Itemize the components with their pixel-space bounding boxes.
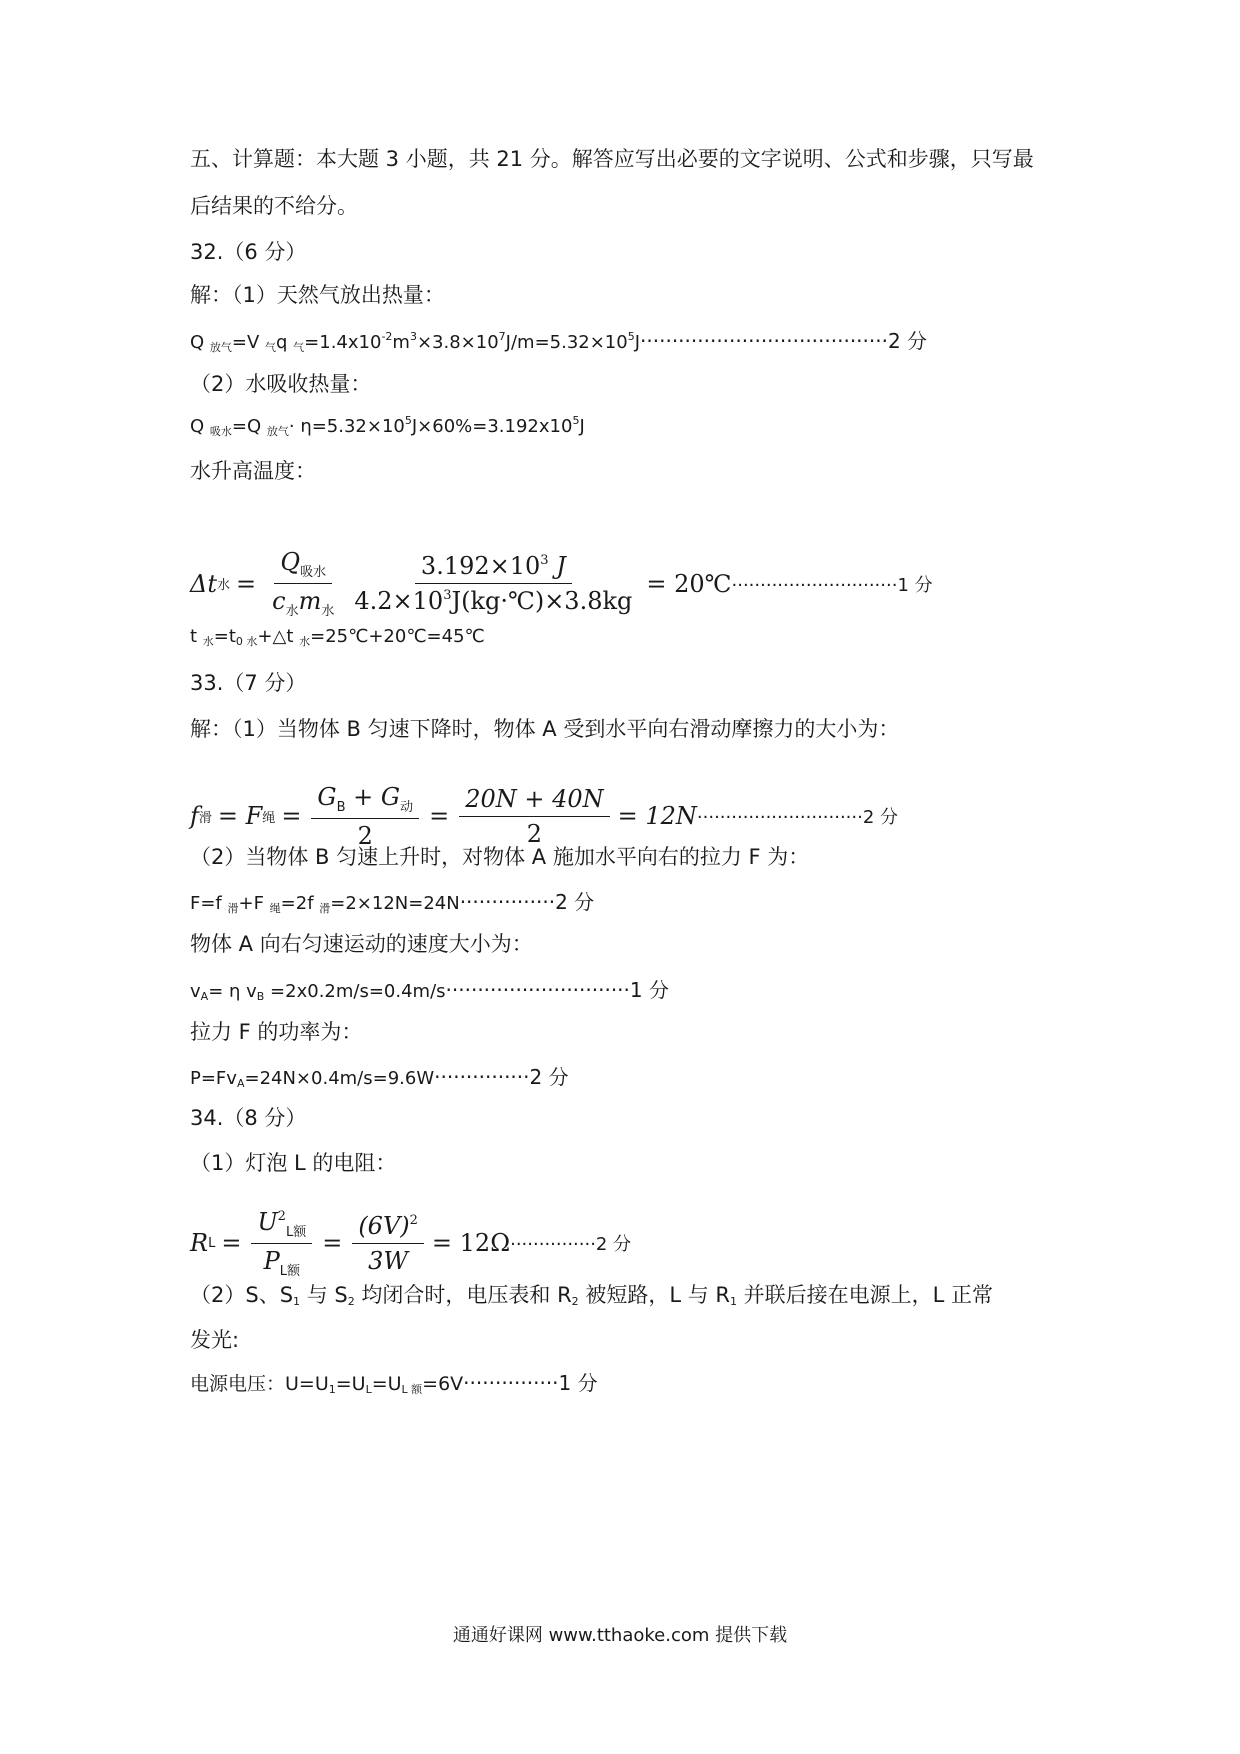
denominator: [348, 584, 638, 615]
text: Q: [190, 332, 210, 353]
q34-part1-label: （1）灯泡 L 的电阻：: [190, 1151, 397, 1175]
math-text: m: [298, 587, 322, 615]
subscript: 放气: [209, 341, 232, 354]
math-text: c: [272, 587, 286, 615]
subscript: 滑: [319, 902, 331, 915]
math-text: 3.192×10: [420, 552, 541, 580]
subscript: B: [336, 799, 346, 815]
text: =Q: [231, 416, 267, 437]
text: =6V: [422, 1373, 464, 1395]
subscript: 吸水: [300, 565, 327, 580]
text: =1.4x10: [304, 332, 382, 353]
superscript: 3: [540, 553, 549, 568]
q32-part1-label: 解：（1）天然气放出热量：: [190, 283, 445, 307]
superscript: 3: [409, 330, 417, 343]
text: t: [190, 626, 203, 647]
fraction: [459, 785, 609, 848]
q32-eq-heat-absorbed: [190, 414, 585, 439]
text: =U: [335, 1373, 366, 1395]
text: 被短路，L 与 R: [578, 1283, 730, 1307]
section-heading-line-1: 五、计算题：本大题 3 小题，共 21 分。解答应写出必要的文字说明、公式和步骤，只写最: [190, 147, 1034, 171]
subscript: 1: [730, 1295, 737, 1308]
math-text: = 12N: [617, 802, 697, 830]
text: ×3.8×10: [416, 332, 499, 353]
subscript: 滑: [198, 810, 212, 826]
math-text: P: [263, 1246, 280, 1275]
q32-temperature-formula: [190, 548, 933, 619]
math-text: G: [317, 782, 337, 811]
page-footer: 通通好课网 www.tthaoke.com 提供下载: [452, 1625, 788, 1646]
q33-power-label: 拉力 F 的功率为：: [190, 1020, 363, 1044]
score-marker: ···············2 分: [434, 1065, 569, 1089]
math-text: + G: [345, 782, 401, 811]
math-text: R: [190, 1229, 209, 1257]
subscript: 动: [400, 799, 414, 815]
section-heading-line-2: 后结果的不给分。: [190, 194, 358, 218]
subscript: L: [365, 1383, 372, 1396]
numerator: [311, 783, 419, 819]
text: J/m=5.32×10: [505, 332, 628, 353]
text: m: [392, 332, 410, 353]
text: =24N×0.4m/s=9.6W: [244, 1068, 435, 1089]
subscript: 2: [347, 1295, 355, 1308]
q34-resistance-formula: [190, 1203, 631, 1283]
fraction: [251, 1208, 312, 1279]
subscript: A: [200, 990, 209, 1003]
q32-temp-rise-label: 水升高温度：: [190, 459, 316, 483]
equals-sign: =: [322, 1229, 343, 1257]
q32-part2-label: （2）水吸收热量：: [190, 372, 372, 396]
q33-header: 33.（7 分）: [190, 671, 307, 695]
fraction: [348, 552, 638, 615]
text: +△t: [257, 626, 300, 647]
denominator: [266, 584, 340, 619]
superscript: 2: [277, 1208, 286, 1224]
superscript: 2: [409, 1212, 418, 1228]
q34-eq-source-voltage: [190, 1367, 598, 1397]
subscript: 0 水: [235, 635, 258, 648]
q34-header: 34.（8 分）: [190, 1106, 307, 1130]
score-marker: ·······································2 分: [640, 329, 928, 353]
text: Q: [190, 416, 210, 437]
text: =V: [231, 332, 266, 353]
fraction: [266, 548, 340, 619]
subscript: L 额: [401, 1383, 423, 1396]
fraction: [352, 1212, 424, 1275]
q33-eq-force: [190, 886, 594, 916]
math-text: 4.2×10: [354, 587, 444, 615]
q33-part2-label: （2）当物体 B 匀速上升时，对物体 A 施加水平向右的拉力 F 为：: [190, 845, 810, 869]
q34-part2-line-1: [190, 1279, 993, 1309]
subscript: 1: [328, 1383, 336, 1396]
subscript: B: [256, 990, 265, 1003]
math-text: = F: [217, 802, 263, 830]
math-text: U: [257, 1207, 278, 1236]
subscript: 2: [571, 1295, 579, 1308]
subscript: 绳: [262, 810, 276, 826]
q32-eq-final-temp: [190, 626, 485, 649]
q33-part1-label: 解：（1）当物体 B 匀速下降时，物体 A 受到水平向右滑动摩擦力的大小为：: [190, 717, 900, 741]
text: F=f: [190, 893, 228, 914]
q33-eq-velocity: [190, 974, 669, 1003]
text: =2×12N=24N: [330, 893, 460, 914]
text: =2f: [280, 893, 320, 914]
equals-sign: =: [221, 1229, 242, 1257]
math-text: f: [190, 802, 199, 830]
subscript: L额: [285, 1224, 307, 1240]
superscript: -2: [381, 330, 393, 343]
text: J×60%=3.192x10: [411, 416, 573, 437]
score-marker: ···············2 分: [459, 890, 595, 914]
q34-part2-line-2: 发光:: [190, 1328, 240, 1352]
subscript: 水: [299, 635, 311, 648]
subscript: L: [208, 1235, 216, 1251]
superscript: 5: [572, 414, 580, 427]
subscript: L额: [279, 1263, 301, 1279]
text: 并联后接在电源上，L 正常: [737, 1283, 994, 1307]
math-text: Q: [280, 548, 301, 576]
denominator: 2: [526, 819, 543, 848]
text: =t: [213, 626, 236, 647]
text: J: [634, 332, 641, 353]
text: J: [579, 416, 585, 437]
text: 均闭合时，电压表和 R: [354, 1283, 572, 1307]
numerator: [251, 1208, 312, 1244]
subscript: 水: [202, 635, 214, 648]
text: v: [190, 981, 201, 1002]
math-text: Δt: [190, 569, 217, 598]
q32-eq-heat-released: [190, 325, 927, 355]
equals-sign: =: [429, 802, 450, 830]
text: P=Fv: [190, 1068, 237, 1089]
fraction: [311, 783, 419, 850]
numerator: [352, 1212, 424, 1244]
text: =2x0.2m/s=0.4m/s: [264, 981, 446, 1002]
subscript: 绳: [269, 902, 281, 915]
subscript: 气: [293, 341, 305, 354]
text: =25℃+20℃=45℃: [310, 626, 485, 647]
numerator: [274, 548, 332, 584]
math-text: J(kg·℃)×3.8kg: [451, 587, 633, 615]
text: （2）S、S: [190, 1283, 294, 1307]
numerator: 20N + 40N: [459, 785, 609, 817]
math-text: (6V): [358, 1211, 410, 1240]
text: 与 S: [300, 1283, 348, 1307]
text: =U: [371, 1373, 402, 1395]
subscript: 放气: [266, 425, 289, 438]
subscript: 水: [285, 604, 299, 619]
subscript: 滑: [227, 902, 239, 915]
subscript: 气: [265, 341, 277, 354]
superscript: 5: [404, 414, 412, 427]
denominator: 2: [357, 821, 373, 850]
superscript: 3: [443, 588, 452, 603]
text: q: [276, 332, 294, 353]
subscript: A: [236, 1077, 245, 1090]
numerator: [415, 552, 572, 584]
text: = η v: [208, 981, 257, 1002]
equals-sign: =: [236, 569, 257, 598]
denominator: 3W: [368, 1246, 409, 1275]
text: · η=5.32×10: [288, 416, 405, 437]
superscript: 5: [627, 330, 635, 343]
q33-eq-power: [190, 1061, 569, 1090]
text: +F: [238, 893, 270, 914]
equals-sign: =: [281, 802, 302, 830]
subscript: 水: [216, 578, 230, 593]
superscript: 7: [498, 330, 506, 343]
score-marker: ·····························2 分: [696, 807, 899, 828]
score-marker: ···············1 分: [463, 1371, 598, 1395]
math-text: J: [548, 552, 566, 580]
text: 电源电压：U=U: [190, 1373, 329, 1395]
subscript: 水: [321, 604, 335, 619]
score-marker: ···············2 分: [510, 1234, 632, 1255]
math-text: = 12Ω: [431, 1229, 511, 1257]
q33-velocity-label: 物体 A 向右匀速运动的速度大小为：: [190, 932, 533, 956]
score-marker: ·····························1 分: [731, 574, 933, 596]
subscript: 吸水: [209, 425, 232, 438]
math-text: = 20℃: [646, 569, 732, 598]
denominator: [258, 1244, 306, 1279]
score-marker: ·····························1 分: [445, 978, 669, 1002]
q32-header: 32.（6 分）: [190, 240, 307, 264]
subscript: 1: [293, 1295, 301, 1308]
